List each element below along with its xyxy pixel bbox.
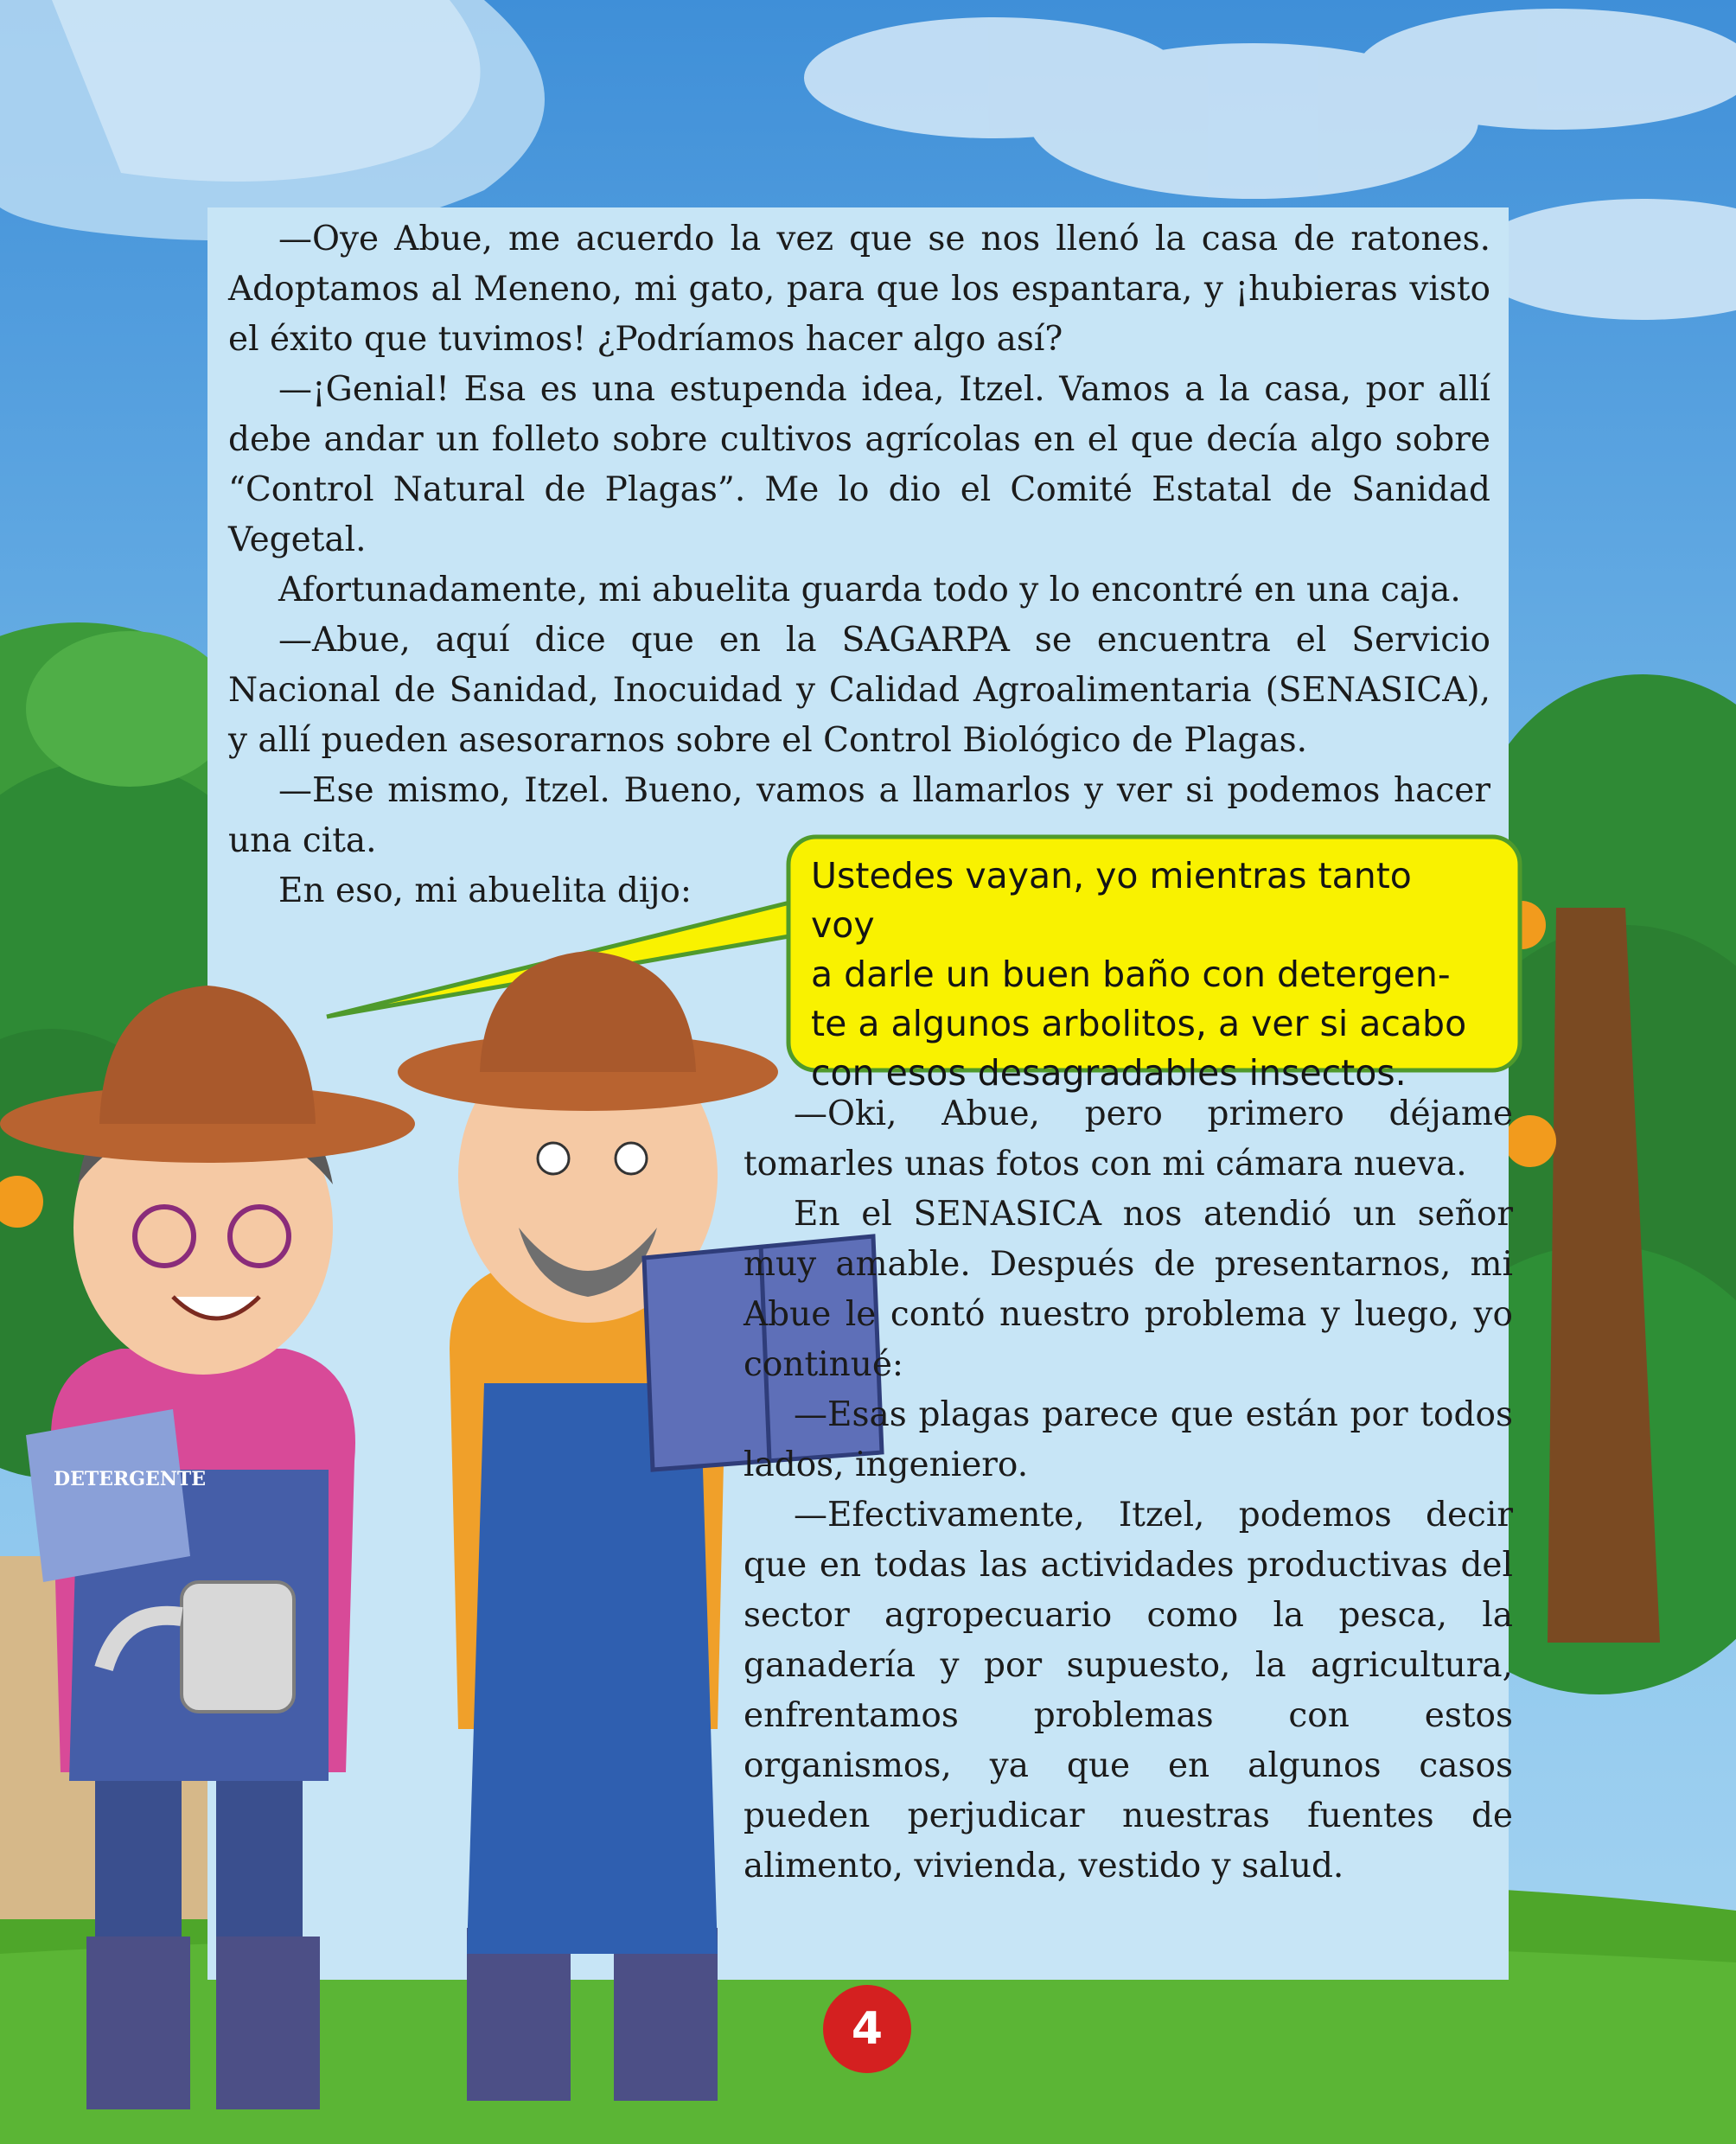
paragraph: Afortunadamente, mi abuelita guarda todo y lo encontré en una caja. (278, 571, 1461, 609)
top-text-block (228, 214, 1490, 916)
paragraph: —Esas plagas parece que están por todos lados, ingeniero. (744, 1395, 1513, 1484)
speech-bubble-text (811, 852, 1485, 1098)
detergent-label: DETERGENTE (54, 1468, 207, 1490)
grandmother-illustration (0, 986, 415, 2109)
page-number: 4 (851, 2003, 884, 2055)
paragraph: —Ese mismo, Itzel. Bueno, vamos a llamarlos y ver si podemos hacer una cita. (228, 771, 1490, 860)
paragraph: —¡Genial! Esa es una estupenda idea, Itzel. Vamos a la casa, por allí debe andar un folleto sobre cultivos agrícolas en el que decía algo sobre “Control Natural de Plagas”. Me lo dio el Comité Estatal de Sanidad Vegetal. (228, 370, 1490, 559)
speech-line: con esos desagradables insectos. (811, 1052, 1407, 1094)
paragraph: En eso, mi abuelita dijo: (278, 871, 692, 910)
paragraph: —Abue, aquí dice que en la SAGARPA se encuentra el Servicio Nacional de Sanidad, Inocuidad y Calidad Agroalimentaria (SENASICA), y allí pueden asesorarnos sobre el Control Biológico de Plagas. (228, 621, 1490, 760)
paragraph: En el SENASICA nos atendió un señor muy amable. Después de presentarnos, mi Abue le contó nuestro problema y luego, yo continué: (744, 1195, 1513, 1384)
speech-line: Ustedes vayan, yo mientras tanto voy (811, 855, 1412, 946)
speech-line: te a algunos arbolitos, a ver si acabo (811, 1003, 1467, 1044)
speech-line: a darle un buen baño con detergen- (811, 954, 1451, 995)
right-text-block (744, 1089, 1513, 1892)
paragraph: —Efectivamente, Itzel, podemos decir que en todas las actividades productivas del sector agropecuario como la pesca, la ganadería y por supuesto, la agricultura, enfrentamos problemas con estos organismos, ya que en algunos casos pueden perjudicar nuestras fuentes de alimento, vivienda, vestido y salud. (744, 1496, 1513, 1886)
page-number-badge (823, 1985, 911, 2073)
paragraph: —Oye Abue, me acuerdo la vez que se nos llenó la casa de ratones. Adoptamos al Meneno, mi gato, para que los espantara, y ¡hubieras visto el éxito que tuvimos! ¿Podríamos hacer algo así? (228, 220, 1490, 359)
paragraph: —Oki, Abue, pero primero déjame tomarles unas fotos con mi cámara nueva. (744, 1094, 1513, 1184)
